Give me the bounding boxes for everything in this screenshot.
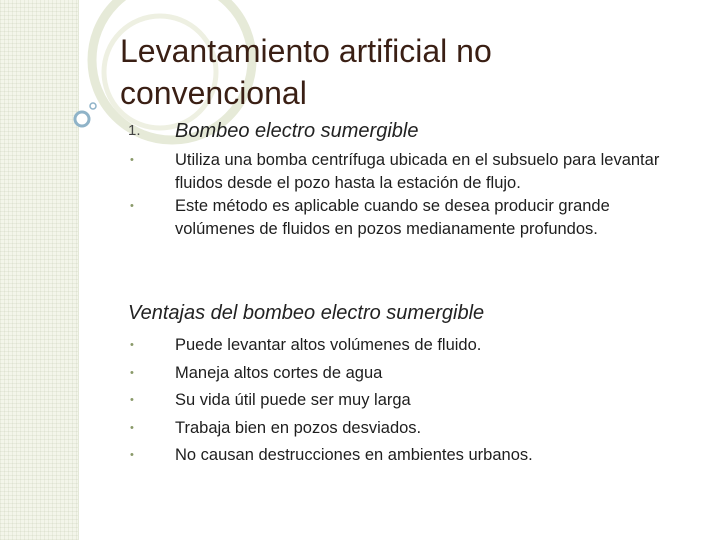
small-dot-decoration	[90, 103, 96, 109]
list-item	[128, 387, 688, 415]
bullet-text: Maneja altos cortes de agua	[175, 363, 383, 382]
bullet-icon: •	[130, 200, 134, 212]
left-decorative-band	[0, 0, 79, 540]
bullet-text: Su vida útil puede ser muy larga	[175, 391, 411, 409]
bullet-text: Este método es aplicable cuando se desea producir grande volúmenes de fluidos en pozos medianamente profundos.	[175, 197, 610, 238]
list-item	[128, 415, 688, 443]
bullet-icon: •	[130, 366, 134, 379]
list-item	[128, 195, 688, 241]
description-list	[128, 149, 688, 241]
list-item	[128, 332, 688, 360]
bullet-icon: •	[130, 339, 134, 351]
bullet-icon: •	[130, 154, 134, 166]
section-heading-ventajas: Ventajas del bombeo electro sumergible	[128, 302, 485, 324]
list-item	[128, 149, 688, 195]
list-item	[128, 360, 688, 388]
section-heading-bombeo: Bombeo electro sumergible	[175, 120, 419, 142]
slide-title: Levantamiento artificial no convencional	[120, 33, 492, 111]
bullet-icon: •	[130, 449, 134, 461]
bullet-text: Puede levantar altos volúmenes de fluido.	[175, 336, 482, 354]
advantages-list	[128, 332, 688, 470]
list-item	[128, 442, 688, 470]
bullet-icon: •	[130, 394, 134, 406]
bullet-text: Utiliza una bomba centrífuga ubicada en el subsuelo para levantar fluidos desde el pozo hasta la estación de flujo.	[175, 151, 660, 192]
bullet-text: No causan destrucciones en ambientes urbanos.	[175, 446, 533, 464]
list-number: 1.	[128, 122, 141, 139]
bullet-text: Trabaja bien en pozos desviados.	[175, 418, 422, 437]
bullet-icon: •	[130, 421, 134, 434]
